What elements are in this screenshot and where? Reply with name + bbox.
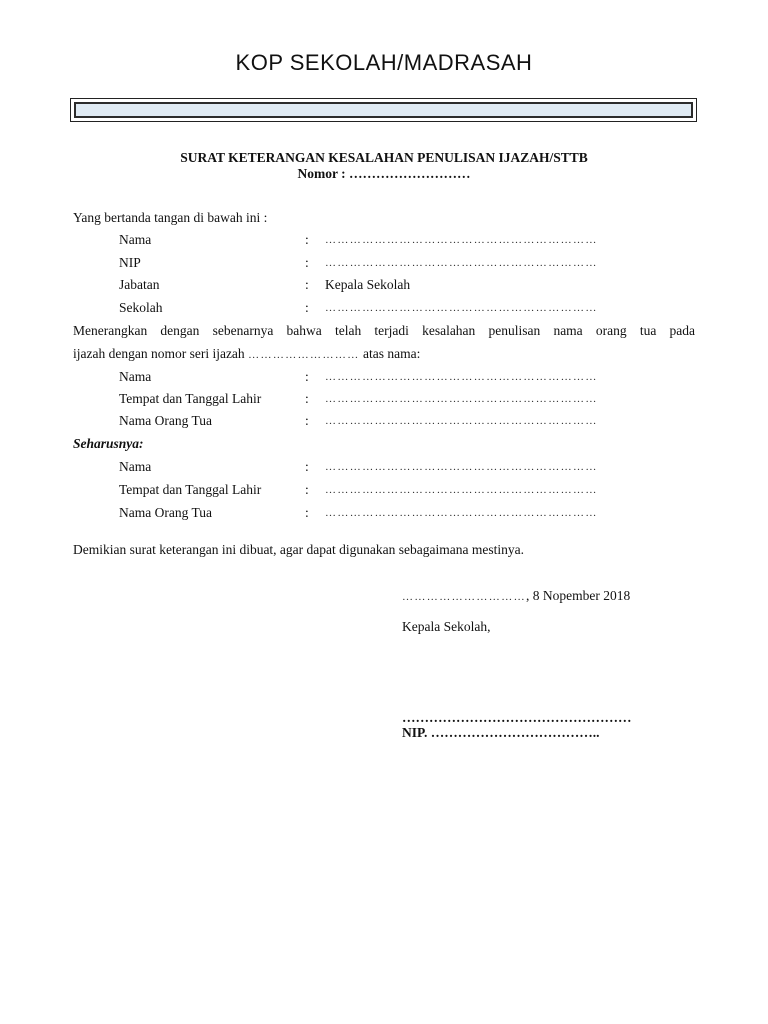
correct-birth-colon: : [305,482,309,497]
statement-line-1: Menerangkan dengan sebenarnya bahwa telah terjadi kesalahan penulisan nama orang tua pada [73,323,695,338]
statement-line-2-prefix: ijazah dengan nomor seri ijazah [73,346,245,361]
correct-parent-colon: : [305,505,309,520]
signer-school-colon: : [305,300,309,315]
signature-nip-line: NIP. ……………………………….. [402,725,600,740]
statement-serial-dots: ……………………… [248,349,360,361]
current-birth-label: Tempat dan Tanggal Lahir [119,391,262,406]
current-parent-colon: : [305,413,309,428]
correct-heading: Seharusnya: [73,436,144,451]
letter-title: SURAT KETERANGAN KESALAHAN PENULISAN IJAZAH/STTB [180,150,588,165]
current-parent-label: Nama Orang Tua [119,413,212,428]
signer-name-label: Nama [119,232,152,247]
correct-name-colon: : [305,459,309,474]
statement-line-2 [73,346,420,362]
correct-birth-value: ………………………………………………………… [325,484,598,496]
letterhead-divider-inner [74,102,693,118]
current-parent-value: ………………………………………………………… [325,415,598,427]
signer-nip-colon: : [305,255,309,270]
signer-nip-label: NIP [119,255,141,270]
signer-school-label: Sekolah [119,300,163,315]
correct-birth-label: Tempat dan Tanggal Lahir [119,482,262,497]
letter-number: Nomor : ……………………… [297,166,471,181]
signer-nip-value: ………………………………………………………… [325,257,598,269]
current-name-label: Nama [119,369,152,384]
correct-parent-value: ………………………………………………………… [325,507,598,519]
current-name-colon: : [305,369,309,384]
correct-parent-label: Nama Orang Tua [119,505,212,520]
current-name-value: ………………………………………………………… [325,371,598,383]
current-birth-value: ………………………………………………………… [325,393,598,405]
signature-place-date [402,588,630,604]
signature-place-dots: ………………………… [402,591,526,603]
intro-text: Yang bertanda tangan di bawah ini : [73,210,268,225]
correct-name-label: Nama [119,459,152,474]
closing-text: Demikian surat keterangan ini dibuat, agar dapat digunakan sebagaimana mestinya. [73,542,524,557]
statement-line-2-suffix: atas nama: [363,346,421,361]
signature-name-line: …………………………………………… [402,710,632,725]
letterhead-divider [70,98,697,122]
current-birth-colon: : [305,391,309,406]
signer-position-label: Jabatan [119,277,160,292]
signer-position-value: Kepala Sekolah [325,277,411,292]
signer-name-value: ………………………………………………………… [325,234,598,246]
correct-name-value: ………………………………………………………… [325,461,598,473]
signature-role: Kepala Sekolah, [402,619,491,634]
signature-date: , 8 Nopember 2018 [526,588,631,603]
letterhead-title: KOP SEKOLAH/MADRASAH [235,50,533,75]
signer-school-value: ………………………………………………………… [325,302,598,314]
signer-name-colon: : [305,232,309,247]
signer-position-colon: : [305,277,309,292]
